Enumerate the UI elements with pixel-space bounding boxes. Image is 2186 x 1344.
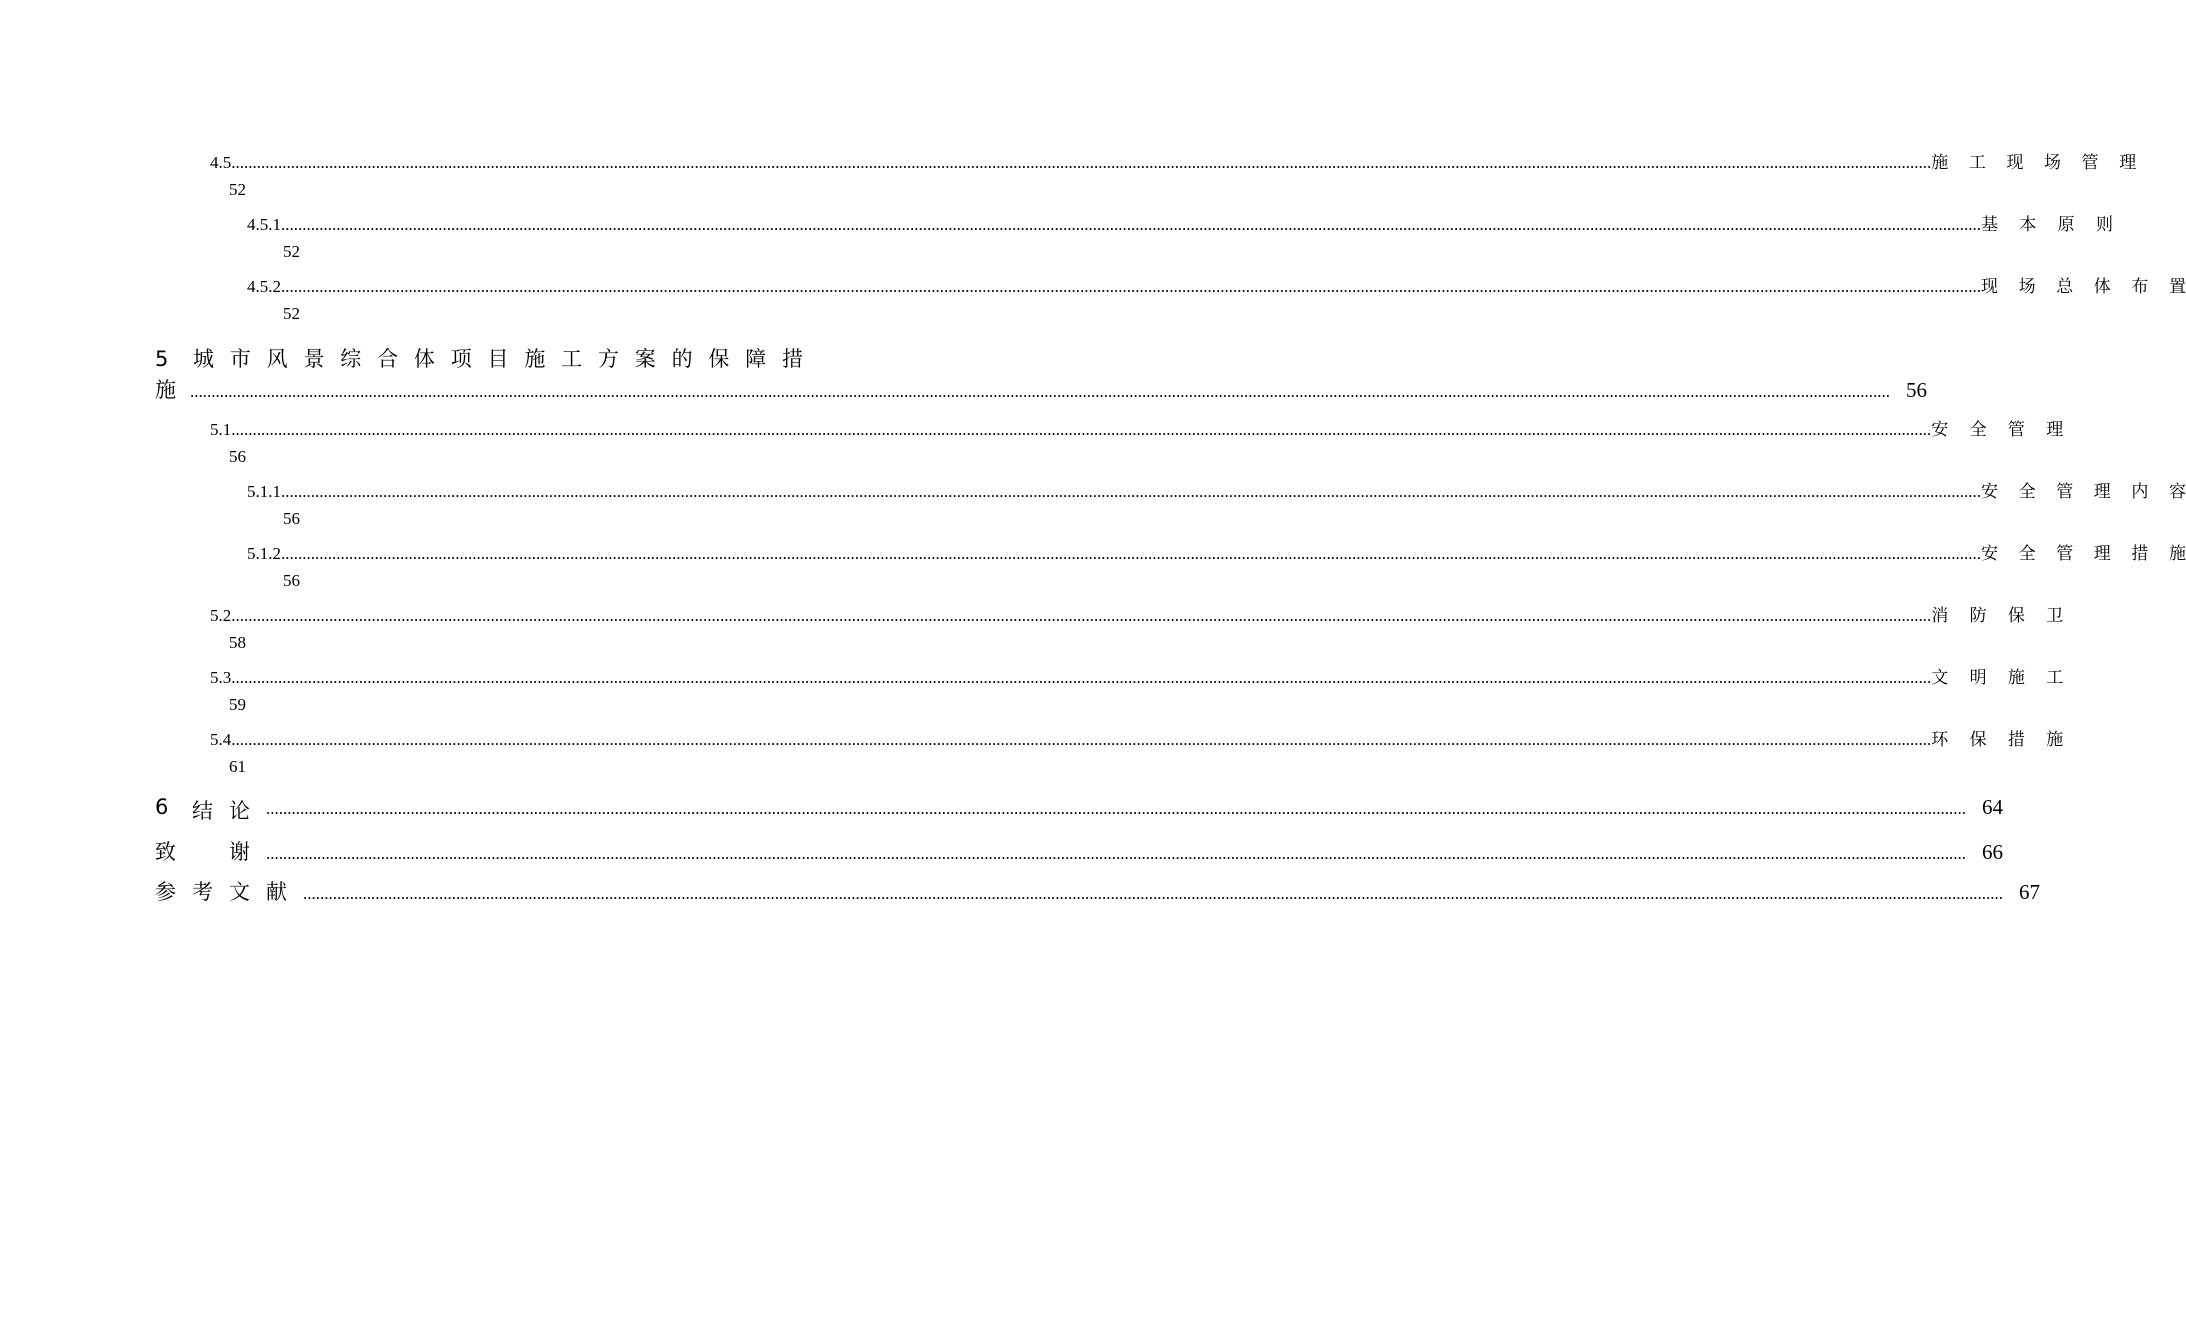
toc-entry[interactable] xyxy=(210,601,2064,626)
toc-entry-title xyxy=(155,876,287,906)
toc-leader-dots: ................................................................................................................................................................................................................................................................................................................................................................................................................ xyxy=(281,482,1981,501)
toc-leader-dots: ................................................................................................................................................................................................................................................................................................................................................................................................................ xyxy=(281,215,1981,234)
toc-entry-page: 56 xyxy=(283,571,300,590)
toc-entry-title: 安 全 管 理 内 容 xyxy=(1981,482,2186,502)
toc-entry-number: 5.1.2 xyxy=(247,544,281,563)
toc-entry[interactable] xyxy=(210,148,2137,173)
toc-leader-dots: ................................................................................................................................................................................................................................................................................................................................................................................................................ xyxy=(266,799,1966,818)
toc-leader-dots: ................................................................................................................................................................................................................................................................................................................................................................................................................ xyxy=(281,277,1981,296)
toc-leader-dots: ................................................................................................................................................................................................................................................................................................................................................................................................................ xyxy=(231,153,1932,172)
toc-entry-title xyxy=(155,836,250,866)
toc-entry-page: 56 xyxy=(283,509,300,528)
toc-entry-number: 5.2 xyxy=(210,606,232,625)
toc-entry-title: 现 场 总 体 布 置 xyxy=(1981,277,2186,297)
toc-entry-page: 59 xyxy=(229,695,246,714)
toc-entry-number: 5.4 xyxy=(210,730,232,749)
toc-leader-dots: ................................................................................................................................................................................................................................................................................................................................................................................................................ xyxy=(231,606,1932,625)
toc-entry-number: 5.1.1 xyxy=(247,482,281,501)
toc-chapter-entry[interactable] xyxy=(155,795,2003,825)
toc-leader-dots: ................................................................................................................................................................................................................................................................................................................................................................................................................ xyxy=(231,730,1932,749)
toc-entry-title-text: 参 考 文 献 xyxy=(155,880,287,904)
toc-entry-number: 4.5.2 xyxy=(247,277,281,296)
toc-leader-dots: ................................................................................................................................................................................................................................................................................................................................................................................................................ xyxy=(190,382,1890,401)
toc-entry-page: 64 xyxy=(1982,795,2003,819)
toc-entry[interactable] xyxy=(247,210,2113,235)
toc-leader-dots: ................................................................................................................................................................................................................................................................................................................................................................................................................ xyxy=(266,844,1966,863)
toc-entry-page: 58 xyxy=(229,633,246,652)
toc-entry-title: 安 全 管 理 xyxy=(1931,420,2064,440)
toc-entry-title-text: 致 谢 xyxy=(155,840,250,864)
toc-entry-title: 安 全 管 理 措 施 xyxy=(1981,544,2186,564)
toc-leader-dots: ................................................................................................................................................................................................................................................................................................................................................................................................................ xyxy=(231,668,1932,687)
toc-entry[interactable] xyxy=(247,477,2186,502)
toc-chapter-entry[interactable] xyxy=(155,876,2040,906)
toc-entry-title-continued: 施 xyxy=(155,378,176,402)
toc-entry-page: 52 xyxy=(283,304,300,323)
toc-entry-page: 56 xyxy=(229,447,246,466)
toc-entry-number: 4.5.1 xyxy=(247,215,281,234)
toc-entry-title: 消 防 保 卫 xyxy=(1931,606,2064,626)
toc-entry-title: 城 市 风 景 综 合 体 项 目 施 工 方 案 的 保 障 措 xyxy=(193,347,803,371)
toc-entry-page: 52 xyxy=(283,242,300,261)
toc-entry-page: 56 xyxy=(1906,378,1927,402)
toc-entry[interactable] xyxy=(210,415,2064,440)
toc-leader-dots: ................................................................................................................................................................................................................................................................................................................................................................................................................ xyxy=(303,884,2003,903)
toc-entry[interactable] xyxy=(210,663,2064,688)
toc-entry-page: 66 xyxy=(1982,840,2003,864)
toc-chapter-entry-continuation[interactable] xyxy=(155,374,1927,404)
toc-entry-page: 61 xyxy=(229,757,246,776)
toc-entry-number: 6 xyxy=(155,795,169,819)
toc-entry-number: 5.3 xyxy=(210,668,232,687)
toc-entry-title-text: 结 论 xyxy=(192,799,250,823)
toc-entry[interactable] xyxy=(247,272,2186,297)
toc-entry-title: 文 明 施 工 xyxy=(1931,668,2064,688)
toc-entry-title: 施 工 现 场 管 理 xyxy=(1931,153,2137,173)
toc-leader-dots: ................................................................................................................................................................................................................................................................................................................................................................................................................ xyxy=(231,420,1932,439)
toc-entry-page: 52 xyxy=(229,180,246,199)
toc-chapter-entry[interactable] xyxy=(155,836,2003,866)
toc-entry[interactable] xyxy=(247,539,2186,564)
toc-entry-page: 67 xyxy=(2019,880,2040,904)
toc-entry-number: 5 xyxy=(155,347,169,371)
toc-entry-title: 环 保 措 施 xyxy=(1931,730,2064,750)
toc-leader-dots: ................................................................................................................................................................................................................................................................................................................................................................................................................ xyxy=(281,544,1981,563)
toc-entry-number: 4.5 xyxy=(210,153,232,172)
toc-entry-number: 5.1 xyxy=(210,420,232,439)
toc-entry[interactable] xyxy=(210,725,2064,750)
toc-entry-title: 基 本 原 则 xyxy=(1981,215,2113,235)
toc-entry-title xyxy=(155,795,250,825)
toc-chapter-entry[interactable] xyxy=(155,343,803,373)
